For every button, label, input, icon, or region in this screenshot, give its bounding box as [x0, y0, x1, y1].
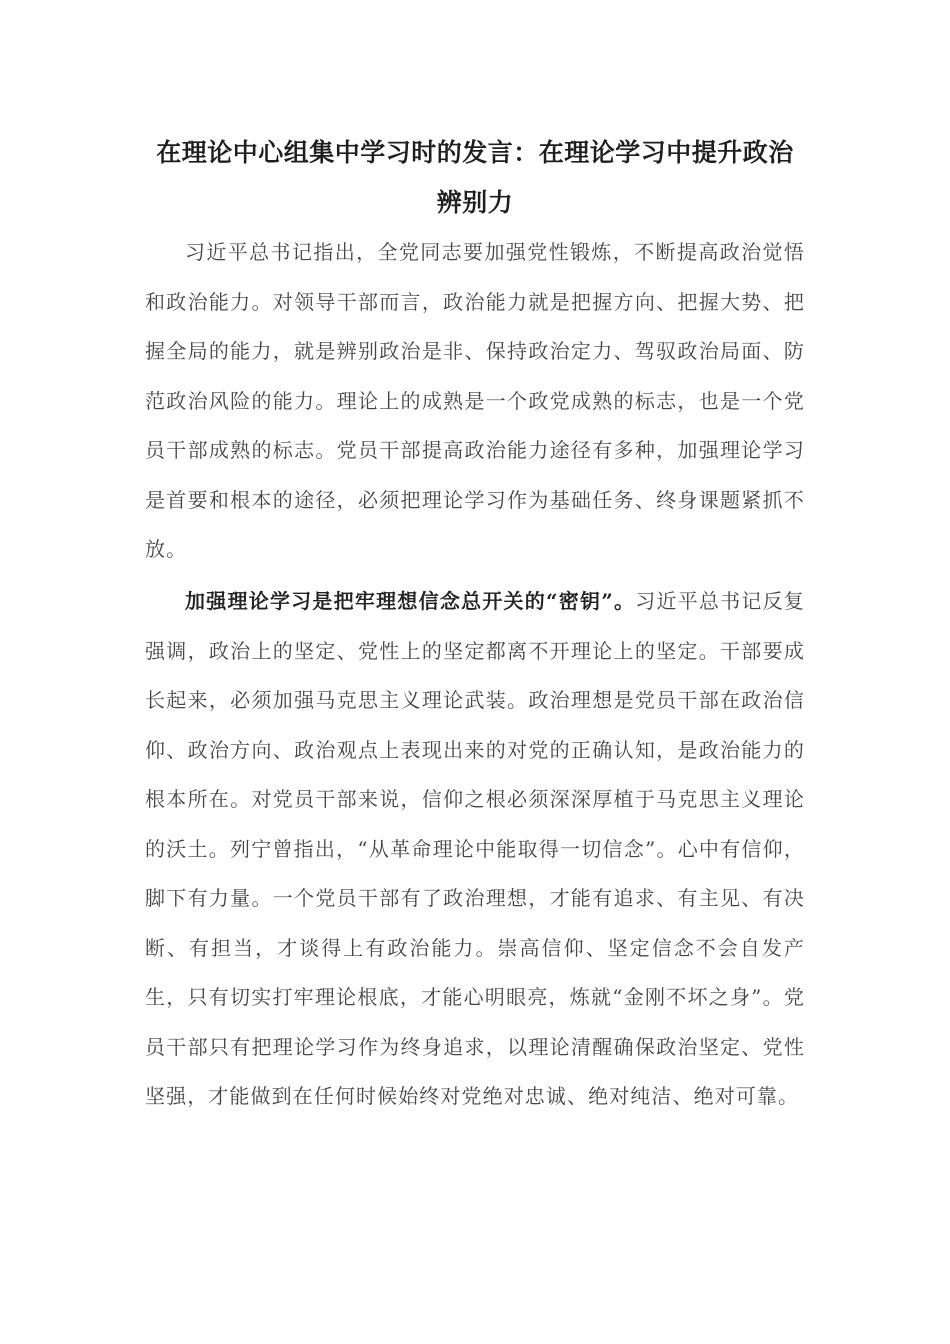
- paragraph-theory-study-text: 习近平总书记反复强调，政治上的坚定、党性上的坚定都离不开理论上的坚定。干部要成长起来，必须加强马克思主义理论武装。政治理想是党员干部在政治信仰、政治方向、政治观点上表现出来的对党的正确认知，是政治能力的根本所在。对党员干部来说，信仰之根必须深深厚植于马克思主义理论的沃土。列宁曾指出，“从革命理论中能取得一切信念”。心中有信仰，脚下有力量。一个党员干部有了政治理想，才能有追求、有主见、有决断、有担当，才谈得上有政治能力。崇高信仰、坚定信念不会自发产生，只有切实打牢理论根底，才能心明眼亮，炼就“金刚不坏之身”。党员干部只有把理论学习作为终身追求，以理论清醒确保政治坚定、党性坚强，才能做到在任何时候始终对党绝对忠诚、绝对纯洁、绝对可靠。: [145, 589, 805, 1108]
- paragraph-theory-study: [145, 577, 805, 1122]
- document-title: 在理论中心组集中学习时的发言：在理论学习中提升政治辨别力: [156, 138, 794, 217]
- paragraph-lead-heading: 加强理论学习是把牢理想信念总开关的“密钥”。: [185, 589, 636, 613]
- paragraph-intro: [145, 228, 805, 575]
- paragraph-intro-text: 习近平总书记指出，全党同志要加强党性锻炼，不断提高政治觉悟和政治能力。对领导干部而言，政治能力就是把握方向、把握大势、把握全局的能力，就是辨别政治是非、保持政治定力、驾驭政治局面、防范政治风险的能力。理论上的成熟是一个政党成熟的标志，也是一个党员干部成熟的标志。党员干部提高政治能力途径有多种，加强理论学习是首要和根本的途径，必须把理论学习作为基础任务、终身课题紧抓不放。: [145, 240, 805, 561]
